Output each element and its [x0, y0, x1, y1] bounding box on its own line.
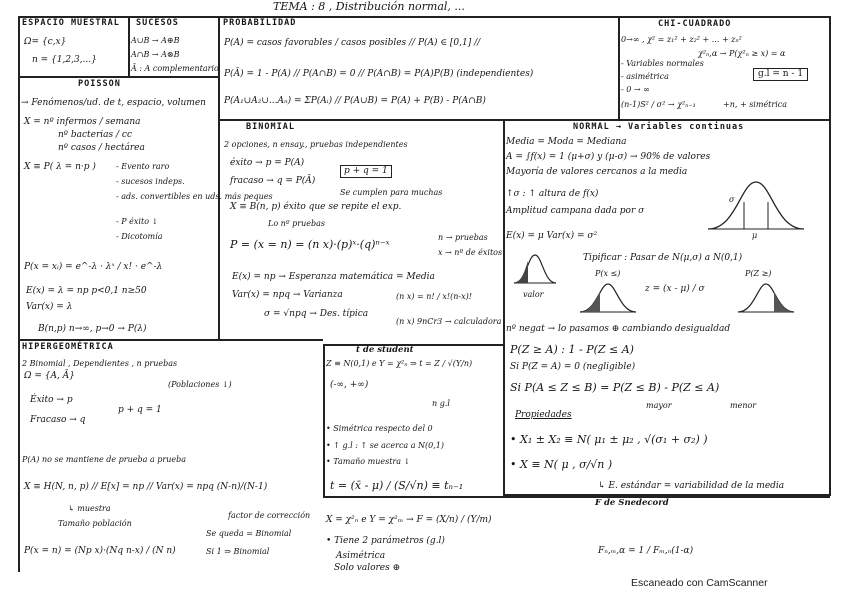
divider-hiper: [18, 339, 323, 341]
normal-small-curve-2: [578, 280, 638, 316]
hiper-line: ↳ muestra: [68, 504, 111, 513]
fsnedecor-line: Asimétrica: [336, 551, 386, 561]
normal-small-curve-1: [512, 251, 558, 287]
probabilidad-line: P(A₁∪A₂∪...Aₙ) = ΣP(Aᵢ) // P(A∪B) = P(A) + P(B) - P(A∩B): [224, 96, 486, 106]
border-left: [18, 16, 20, 572]
espacio-header: ESPACIO MUESTRAL: [22, 18, 120, 28]
tstudent-line: Z ≡ N(0,1) e Y = χ²ₙ ⇒ t = Z / √(Y/n): [326, 359, 473, 368]
divider-prob-chi: [618, 16, 620, 121]
tstudent-line: • Tamaño muestra ↓: [326, 457, 411, 466]
normal-line: ↳ E. estándar = variabilidad de la media: [598, 481, 785, 491]
tstudent-line: n g.l: [432, 399, 450, 408]
hiper-line: Ω = {A, Ā}: [24, 371, 75, 381]
poisson-line: nº casos / hectárea: [58, 143, 145, 153]
binomial-line: (n x) = n! / x!(n-x)!: [396, 292, 472, 301]
poisson-line: X = nº infermos / semana: [24, 117, 141, 127]
binomial-header: BINOMIAL: [246, 122, 295, 132]
hiper-line: factor de corrección: [228, 511, 311, 520]
page-title: TEMA : 8 , Distribución normal, ...: [273, 0, 465, 13]
sucesos-line: A∩B → A⊗B: [131, 50, 180, 59]
binomial-line: σ = √npq → Des. típica: [264, 309, 369, 319]
normal-bell-curve: [706, 174, 806, 234]
chi-gl-box: g.l = n - 1: [753, 68, 808, 81]
normal-line: P(Z ≥): [745, 269, 772, 278]
binomial-line: 2 opciones, n ensay., pruebas independientes: [224, 140, 408, 149]
normal-line: Si P(A ≤ Z ≤ B) = P(Z ≤ B) - P(Z ≤ A): [510, 381, 720, 394]
tstudent-line: • ↑ g.l : ↑ se acerca a N(0,1): [326, 441, 445, 450]
normal-line: P(Z ≥ A) : 1 - P(Z ≤ A): [510, 343, 634, 356]
chi-line: (n-1)S² / σ² → χ²ₙ₋₁: [621, 100, 696, 109]
binomial-line: éxito → p = P(A): [230, 158, 305, 168]
normal-line: valor: [523, 290, 544, 299]
divider-binomial-normal: [503, 119, 505, 494]
poisson-line: - P éxito ↓: [116, 217, 159, 226]
normal-line: A = ∫f(x) = 1 (μ+σ) y (μ-σ) → 90% de valores: [506, 152, 711, 162]
poisson-header: POISSON: [78, 79, 121, 89]
binomial-line: P = (x = n) = (n x)·(p)ˣ·(q)ⁿ⁻ˣ: [230, 238, 390, 251]
chi-line: +n, + simétrica: [723, 100, 788, 109]
normal-line: Media = Moda = Mediana: [506, 137, 627, 147]
normal-header: NORMAL → Variables continuas: [573, 122, 745, 132]
tstudent-line: • Simétrica respecto del 0: [326, 424, 433, 433]
cheat-sheet: [18, 0, 830, 573]
chi-line: - 0 → ∞: [621, 85, 650, 94]
chi-header: CHI-CUADRADO: [658, 19, 732, 29]
camscanner-footer: Escaneado con CamScanner: [631, 577, 768, 589]
tstudent-line: (-∞, +∞): [330, 380, 369, 390]
binomial-line: X ≡ B(n, p) éxito que se repite el exp.: [230, 202, 402, 212]
sucesos-line: Ā : A complementario: [131, 64, 219, 73]
hiper-line: Si 1 ⇒ Binomial: [206, 547, 270, 556]
hiper-line: P(x = n) = (Np x)·(Nq n-x) / (N n): [24, 546, 176, 556]
hiper-line: X ≡ H(N, n, p) // E[x] = np // Var(x) = npq (N-n)/(N-1): [24, 482, 268, 492]
hiper-line: P(A) no se mantiene de prueba a prueba: [22, 455, 186, 464]
hiper-line: Se queda = Binomial: [206, 529, 292, 538]
fsnedecor-line: Solo valores ⊕: [334, 563, 401, 573]
hiper-header: HIPERGEOMÉTRICA: [22, 342, 114, 352]
divider-top-row: [18, 76, 218, 78]
hiper-line: Tamaño población: [58, 519, 132, 528]
probabilidad-line: P(A) = casos favorables / casos posibles // P(A) ∈ [0,1] //: [224, 38, 481, 48]
espacio-line: n = {1,2,3,...}: [32, 55, 97, 65]
poisson-line: E(x) = λ = np p<0,1 n≥50: [26, 286, 147, 296]
divider-tstudent-left: [323, 344, 325, 497]
probabilidad-line: P(Ā) = 1 - P(A) // P(A∩B) = 0 // P(A∩B) = P(A)P(B) (independientes): [224, 69, 534, 79]
binomial-line: Var(x) = npq → Varianza: [232, 290, 343, 300]
chi-line: - Variables normales: [621, 59, 704, 68]
hiper-line: Fracaso → q: [30, 415, 86, 425]
divider-espacio-sucesos: [128, 16, 130, 76]
border-right: [829, 16, 831, 496]
hiper-line: 2 Binomial , Dependientes , n pruebas: [22, 359, 178, 368]
normal-line: Mayoría de valores cercanos a la media: [506, 167, 688, 177]
binomial-line: x → nº de éxitos: [438, 248, 503, 257]
fsnedecor-line: • Tiene 2 parámetros (g.l): [326, 536, 445, 546]
normal-line: P(x ≤): [595, 269, 621, 278]
binomial-line: n → pruebas: [438, 233, 488, 242]
normal-line: Amplitud campana dada por σ: [506, 206, 645, 216]
normal-line: mayor: [646, 401, 672, 410]
normal-line: E(x) = μ Var(x) = σ²: [506, 231, 598, 241]
poisson-line: - Dicotomía: [116, 232, 163, 241]
poisson-line: Var(x) = λ: [26, 302, 73, 312]
normal-small-curve-3: [736, 280, 796, 316]
sucesos-line: A∪B → A⊕B: [131, 36, 180, 45]
chi-line: - asimétrica: [621, 72, 669, 81]
divider-fsnedecor: [323, 496, 830, 498]
poisson-line: nº bacterias / cc: [58, 130, 132, 140]
sucesos-header: SUCESOS: [136, 18, 179, 28]
espacio-line: Ω= {c,x}: [24, 37, 67, 47]
fsnedecor-line: X = χ²ₙ e Y = χ²ₘ → F = (X/n) / (Y/m): [326, 515, 492, 525]
divider-normal-bottom: [503, 494, 830, 496]
hiper-line: (Poblaciones ↓): [168, 380, 232, 389]
tstudent-header: t de student: [356, 345, 414, 355]
chi-line: χ²ₙ,α → P(χ²ₙ ≥ x) = α: [698, 49, 786, 58]
normal-line: z = (x - μ) / σ: [645, 284, 705, 294]
normal-line: • X ≡ N( μ , σ/√n ): [510, 458, 613, 471]
poisson-line: → Fenómenos/ud. de t, espacio, volumen: [21, 98, 206, 108]
fsnedecor-line: Fₙ,ₘ,α = 1 / Fₘ,ₙ(1-α): [598, 546, 694, 556]
normal-bell-mu: μ: [752, 231, 758, 240]
normal-line: ↑σ : ↑ altura de f(x): [506, 189, 599, 199]
poisson-line: P(x = xᵢ) = e^-λ · λˣ / x! · e^-λ: [24, 262, 163, 272]
binomial-line: Lo nº pruebas: [268, 219, 325, 228]
tstudent-line: t = (x̄ - μ) / (S/√n) ≡ tₙ₋₁: [330, 479, 464, 492]
normal-line: Tipificar : Pasar de N(μ,σ) a N(0,1): [583, 253, 743, 263]
binomial-line: Se cumplen para muchas: [340, 188, 443, 197]
normal-line: nº negat → lo pasamos ⊕ cambiando desigualdad: [506, 324, 731, 334]
divider-prob-row: [218, 119, 830, 121]
poisson-line: - Evento raro: [116, 162, 170, 171]
poisson-line: - ads. convertibles en uds. más peques: [116, 192, 273, 201]
hiper-line: p + q = 1: [118, 405, 162, 415]
normal-line: menor: [730, 401, 757, 410]
chi-line: 0→∞ , χ² = z₁² + z₂² + ... + zₙ²: [621, 35, 742, 44]
binomial-pq-box: p + q = 1: [340, 165, 392, 178]
normal-line: Si P(Z = A) = 0 (negligible): [510, 362, 636, 372]
fsnedecor-header: F de Snedecord: [595, 498, 669, 508]
binomial-line: fracaso → q = P(Ā): [230, 176, 316, 186]
normal-bell-sigma: σ: [729, 195, 735, 204]
binomial-line: E(x) = np → Esperanza matemática = Media: [232, 272, 435, 282]
poisson-line: - sucesos indeps.: [116, 177, 185, 186]
poisson-line: B(n,p) n→∞, p→0 → P(λ): [38, 324, 147, 334]
hiper-line: Éxito → p: [30, 395, 73, 405]
poisson-line: X ≡ P( λ = n·p ): [24, 162, 96, 172]
probabilidad-header: PROBABILIDAD: [223, 18, 297, 28]
binomial-line: (n x) 9nCr3 → calculadora: [396, 317, 502, 326]
normal-line: Propiedades: [515, 410, 572, 420]
normal-line: • X₁ ± X₂ ≡ N( μ₁ ± μ₂ , √(σ₁ + σ₂) ): [510, 433, 708, 446]
